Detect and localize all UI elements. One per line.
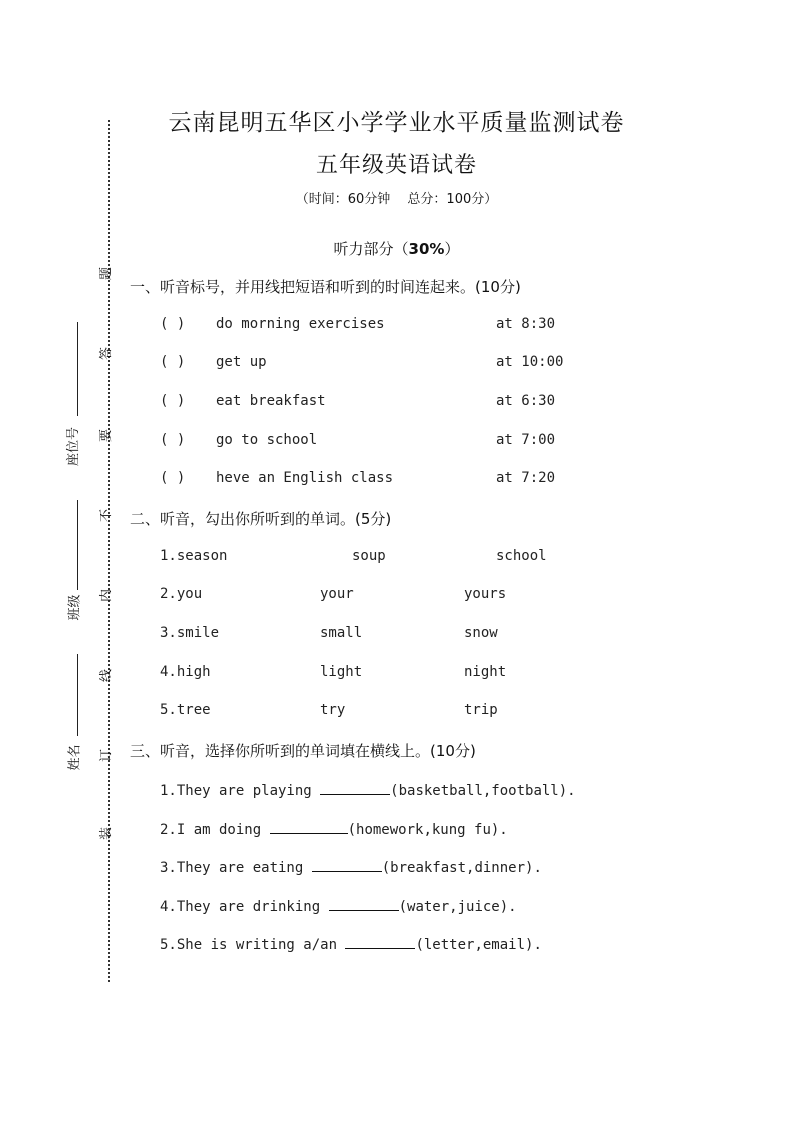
seal-char-4: 不: [99, 508, 115, 523]
q2-word-1a: 1.season: [160, 548, 228, 564]
part-label: 听力部分（: [333, 240, 409, 258]
q1-paren-1: ( ): [160, 316, 186, 332]
q3-sentence-4: [160, 896, 517, 915]
q3-options-1: (basketball,football).: [390, 783, 576, 799]
q3-blank-2[interactable]: [270, 819, 348, 834]
q1-paren-5: ( ): [160, 470, 186, 486]
class-line: [77, 500, 78, 590]
q3-blank-3[interactable]: [312, 857, 382, 872]
q2-word-5a: 5.tree: [160, 702, 211, 718]
q1-time-2: at 10:00: [496, 354, 564, 370]
q2-word-5c: trip: [464, 702, 498, 718]
q2-word-4a: 4.high: [160, 664, 211, 680]
q2-word-4b: light: [320, 664, 363, 680]
q2-word-3b: small: [320, 625, 363, 641]
q1-paren-3: ( ): [160, 393, 186, 409]
q3-blank-4[interactable]: [329, 896, 399, 911]
q3-options-2: (homework,kung fu).: [347, 822, 508, 838]
seal-char-2: 答: [99, 346, 115, 361]
exam-meta: （时间：60分钟 总分：100分）: [295, 192, 498, 207]
q1-paren-4: ( ): [160, 432, 186, 448]
q1-phrase-4: go to school: [216, 432, 318, 448]
q2-word-2b: your: [320, 586, 354, 602]
q1-time-4: at 7:00: [496, 432, 556, 448]
q2-word-3a: 3.smile: [160, 625, 220, 641]
q3-blank-1[interactable]: [320, 780, 390, 795]
q1-phrase-1: do morning exercises: [216, 316, 385, 332]
seal-char-8: 装: [99, 826, 115, 841]
q3-text-5: 5.She is writing a/an: [160, 937, 338, 953]
name-label: 姓名: [67, 744, 83, 771]
q3-options-4: (water,juice).: [398, 899, 517, 915]
q2-word-2a: 2.you: [160, 586, 203, 602]
q3-blank-5[interactable]: [345, 934, 415, 949]
part-percent: 30%: [408, 240, 445, 258]
q2-heading: 二、听音，勾出你所听到的单词。(5分): [130, 510, 392, 528]
q3-options-3: (breakfast,dinner).: [381, 860, 542, 876]
seal-char-7: 订: [99, 748, 115, 763]
seat-number-label: 座位号: [66, 426, 82, 467]
q1-paren-2: ( ): [160, 354, 186, 370]
seal-char-5: 内: [99, 588, 115, 603]
listening-part-heading: [0, 238, 793, 259]
seal-char-6: 线: [99, 668, 115, 683]
q1-time-1: at 8:30: [496, 316, 556, 332]
q1-heading: 一、听音标号，并用线把短语和听到的时间连起来。(10分): [130, 278, 521, 296]
q1-phrase-5: heve an English class: [216, 470, 394, 486]
seal-char-1: 题: [99, 266, 115, 281]
class-label: 班级: [67, 594, 83, 621]
q3-options-5: (letter,email).: [415, 937, 542, 953]
q3-text-3: 3.They are eating: [160, 860, 304, 876]
q1-time-5: at 7:20: [496, 470, 556, 486]
seal-char-3: 要: [99, 428, 115, 443]
name-line: [77, 654, 78, 736]
q1-phrase-2: get up: [216, 354, 267, 370]
q2-word-2c: yours: [464, 586, 507, 602]
q3-sentence-3: [160, 857, 542, 876]
q3-sentence-2: [160, 819, 508, 838]
exam-subtitle: 五年级英语试卷: [315, 153, 477, 178]
q2-word-5b: try: [320, 702, 346, 718]
q1-time-3: at 6:30: [496, 393, 556, 409]
q3-text-4: 4.They are drinking: [160, 899, 321, 915]
q3-text-1: 1.They are playing: [160, 783, 312, 799]
q2-word-1b: soup: [352, 548, 386, 564]
q1-phrase-3: eat breakfast: [216, 393, 326, 409]
q2-word-3c: snow: [464, 625, 498, 641]
q3-heading: 三、听音，选择你所听到的单词填在横线上。(10分): [130, 742, 476, 760]
q3-text-2: 2.I am doing: [160, 822, 262, 838]
q2-word-1c: school: [496, 548, 547, 564]
q3-sentence-1: [160, 780, 576, 799]
part-close: ）: [444, 240, 460, 258]
seat-number-line: [77, 322, 78, 416]
q2-word-4c: night: [464, 664, 507, 680]
q3-sentence-5: [160, 934, 542, 953]
exam-title: 云南昆明五华区小学学业水平质量监测试卷: [168, 110, 625, 136]
